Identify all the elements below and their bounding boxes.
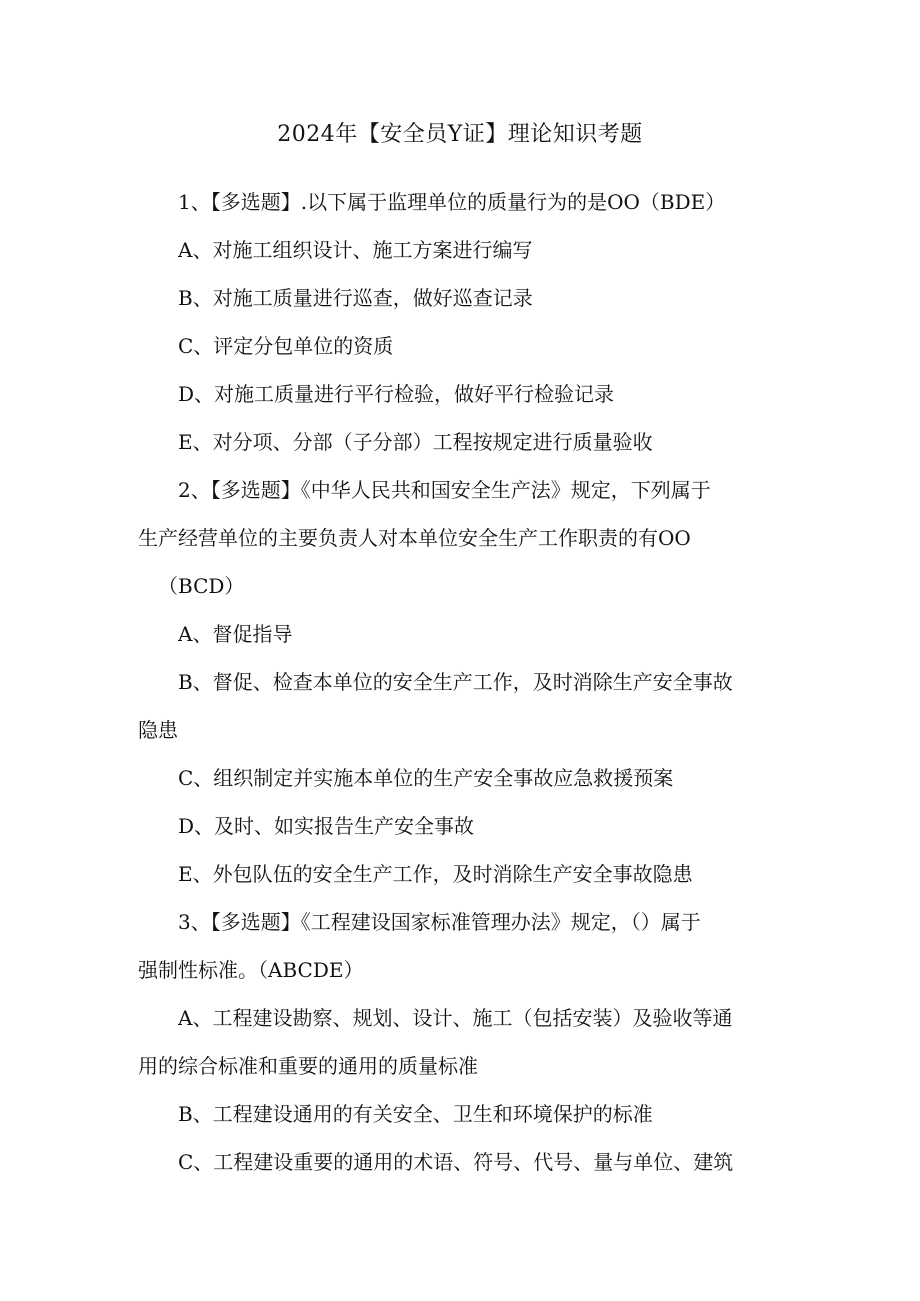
q2-option-c: C、组织制定并实施本单位的生产安全事故应急救援预案 — [178, 766, 674, 790]
q1-option-c: C、评定分包单位的资质 — [178, 334, 394, 358]
question-2: 2、【多选题】《中华人民共和国安全生产法》规定，下列属于 — [178, 478, 711, 502]
q3-option-a-continued: 用的综合标准和重要的通用的质量标准 — [138, 1054, 478, 1078]
q3-option-b: B、工程建设通用的有关安全、卫生和环境保护的标准 — [178, 1102, 653, 1126]
q2-option-d: D、及时、如实报告生产安全事故 — [178, 814, 475, 838]
q1-option-e: E、对分项、分部（子分部）工程按规定进行质量验收 — [178, 430, 653, 454]
question-2-continued: 生产经营单位的主要负责人对本单位安全生产工作职责的有OO — [138, 526, 691, 550]
q2-option-a: A、督促指导 — [178, 622, 293, 646]
q1-option-a: A、对施工组织设计、施工方案进行编写 — [178, 238, 533, 262]
document-title: 2024年【安全员Y证】理论知识考题 — [277, 122, 643, 147]
q3-option-c: C、工程建设重要的通用的术语、符号、代号、量与单位、建筑 — [178, 1150, 734, 1174]
q2-option-b: B、督促、检查本单位的安全生产工作，及时消除生产安全事故 — [178, 670, 733, 694]
question-2-answer: （BCD） — [158, 574, 245, 598]
q2-option-e: E、外包队伍的安全生产工作，及时消除生产安全事故隐患 — [178, 862, 693, 886]
q1-option-d: D、对施工质量进行平行检验，做好平行检验记录 — [178, 382, 615, 406]
q3-option-a: A、工程建设勘察、规划、设计、施工（包括安装）及验收等通 — [178, 1006, 733, 1030]
question-1: 1、【多选题】.以下属于监理单位的质量行为的是OO（BDE） — [178, 190, 726, 214]
question-3-continued: 强制性标准。（ABCDE） — [138, 958, 364, 982]
q1-option-b: B、对施工质量进行巡查，做好巡查记录 — [178, 286, 533, 310]
q2-option-b-continued: 隐患 — [138, 718, 178, 742]
question-3: 3、【多选题】《工程建设国家标准管理办法》规定，（）属于 — [178, 910, 701, 934]
